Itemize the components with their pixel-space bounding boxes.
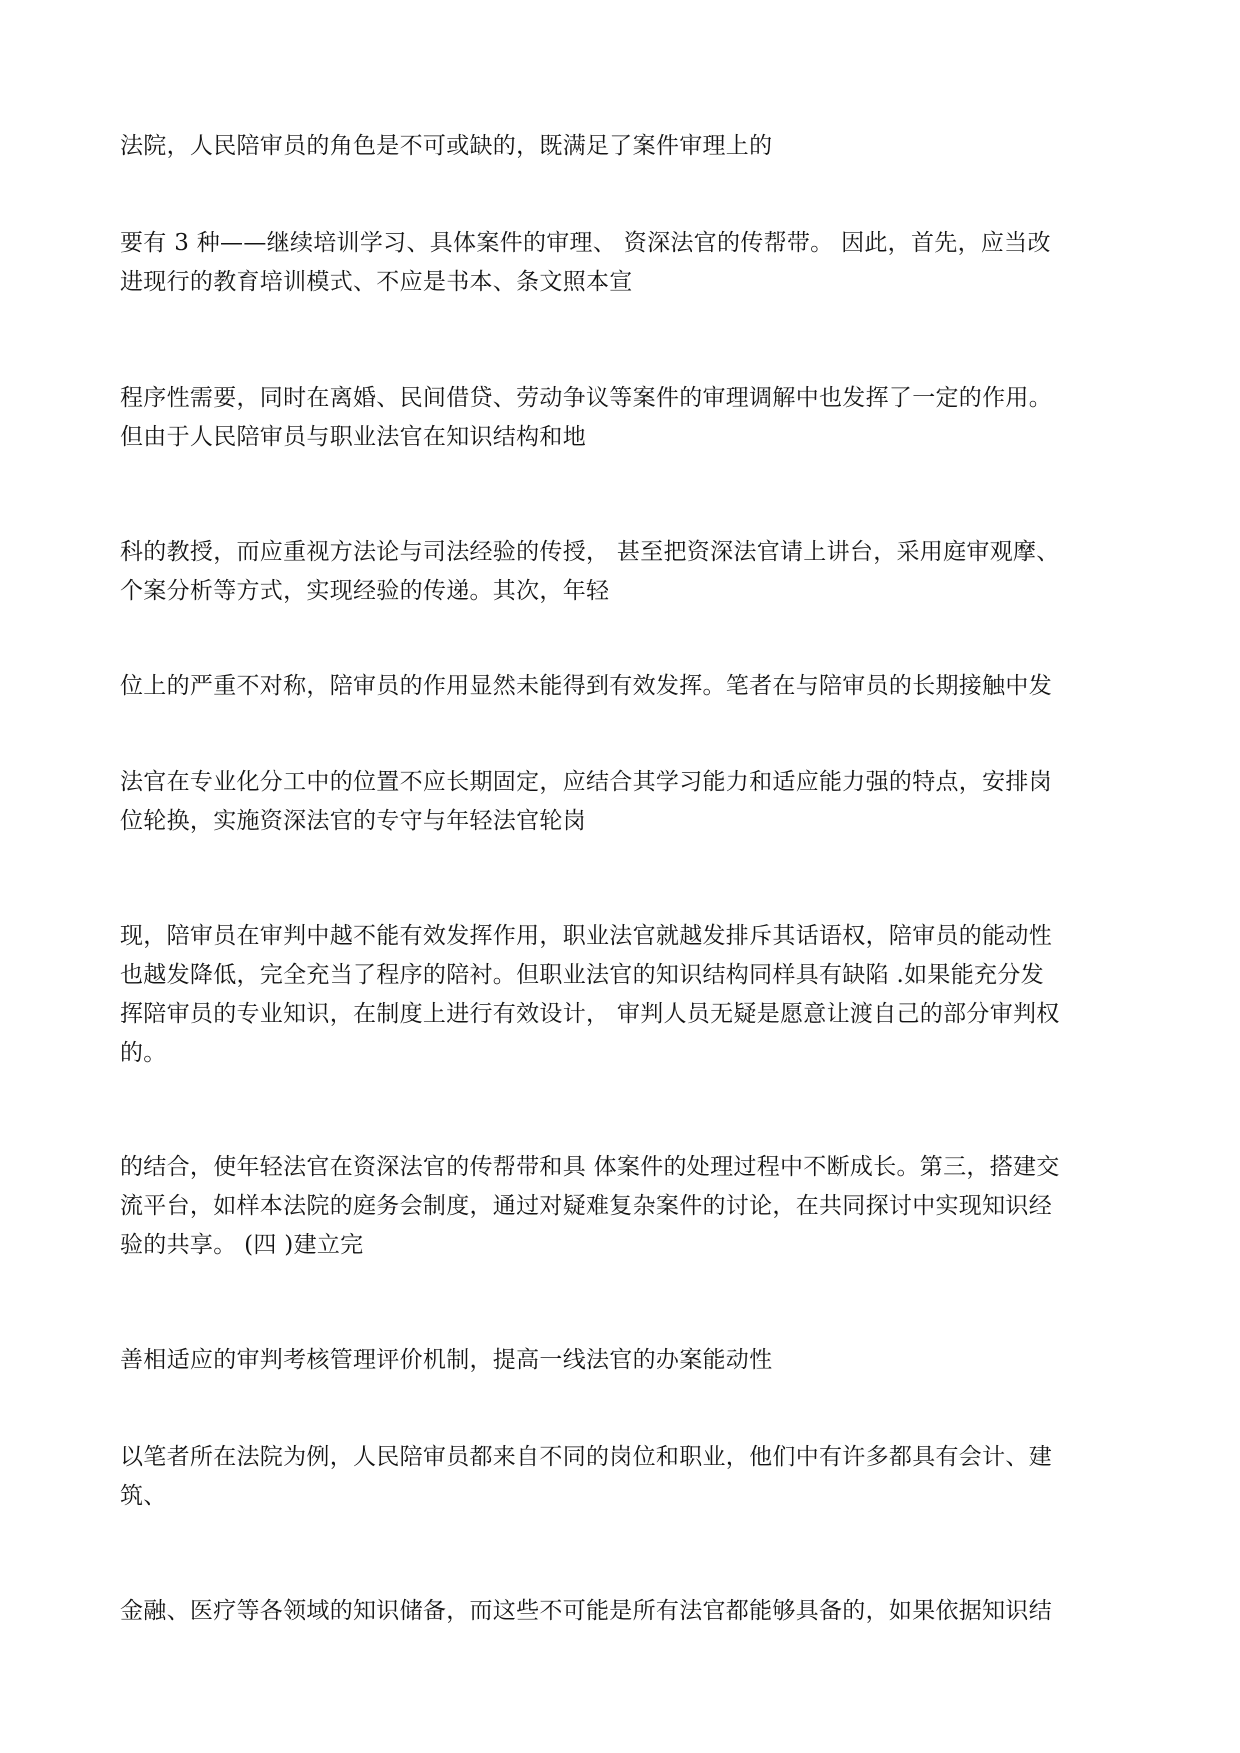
text-line: 的。	[120, 1040, 167, 1066]
text-line: 现，陪审员在审判中越不能有效发挥作用，职业法官就越发排斥其话语权，陪审员的能动性	[120, 923, 1052, 949]
paragraph-8	[120, 1148, 1130, 1265]
text-line: 挥陪审员的专业知识，在制度上进行有效设计， 审判人员无疑是愿意让渡自己的部分审判权	[120, 1001, 1060, 1027]
text-line: 程序性需要，同时在离婚、民间借贷、劳动争议等案件的审理调解中也发挥了一定的作用。	[120, 385, 1052, 411]
text-line: 科的教授，而应重视方法论与司法经验的传授， 甚至把资深法官请上讲台，采用庭审观摩、	[120, 539, 1060, 565]
text-line: 筑、	[120, 1483, 167, 1509]
paragraph-1	[120, 127, 1130, 166]
text-line: 要有 3 种——继续培训学习、具体案件的审理、 资深法官的传帮带。 因此，首先，应当改	[120, 230, 1051, 256]
paragraph-9	[120, 1341, 1130, 1380]
paragraph-2	[120, 224, 1130, 302]
text-line: 法院，人民陪审员的角色是不可或缺的，既满足了案件审理上的	[120, 133, 773, 159]
text-line: 验的共享。 (四 )建立完	[120, 1232, 364, 1258]
paragraph-3	[120, 379, 1130, 457]
paragraph-5	[120, 667, 1130, 706]
text-line: 法官在专业化分工中的位置不应长期固定，应结合其学习能力和适应能力强的特点，安排岗	[120, 769, 1052, 795]
text-line: 善相适应的审判考核管理评价机制，提高一线法官的办案能动性	[120, 1347, 773, 1373]
paragraph-4	[120, 533, 1130, 611]
paragraph-10	[120, 1438, 1130, 1516]
text-line: 位上的严重不对称，陪审员的作用显然未能得到有效发挥。笔者在与陪审员的长期接触中发	[120, 673, 1052, 699]
text-line: 以笔者所在法院为例，人民陪审员都来自不同的岗位和职业，他们中有许多都具有会计、建	[120, 1444, 1052, 1470]
text-line: 流平台，如样本法院的庭务会制度，通过对疑难复杂案件的讨论，在共同探讨中实现知识经	[120, 1193, 1052, 1219]
text-line: 位轮换，实施资深法官的专守与年轻法官轮岗	[120, 808, 586, 834]
text-line: 的结合，使年轻法官在资深法官的传帮带和具 体案件的处理过程中不断成长。第三，搭建交	[120, 1154, 1060, 1180]
paragraph-6	[120, 763, 1130, 841]
paragraph-11	[120, 1592, 1130, 1631]
text-line: 个案分析等方式，实现经验的传递。其次，年轻	[120, 578, 610, 604]
text-line: 进现行的教育培训模式、不应是书本、条文照本宣	[120, 269, 633, 295]
text-line: 金融、医疗等各领域的知识储备，而这些不可能是所有法官都能够具备的，如果依据知识结	[120, 1598, 1052, 1624]
text-line: 也越发降低，完全充当了程序的陪衬。但职业法官的知识结构同样具有缺陷 .如果能充分发	[120, 962, 1044, 988]
paragraph-7	[120, 917, 1130, 1073]
text-line: 但由于人民陪审员与职业法官在知识结构和地	[120, 424, 586, 450]
